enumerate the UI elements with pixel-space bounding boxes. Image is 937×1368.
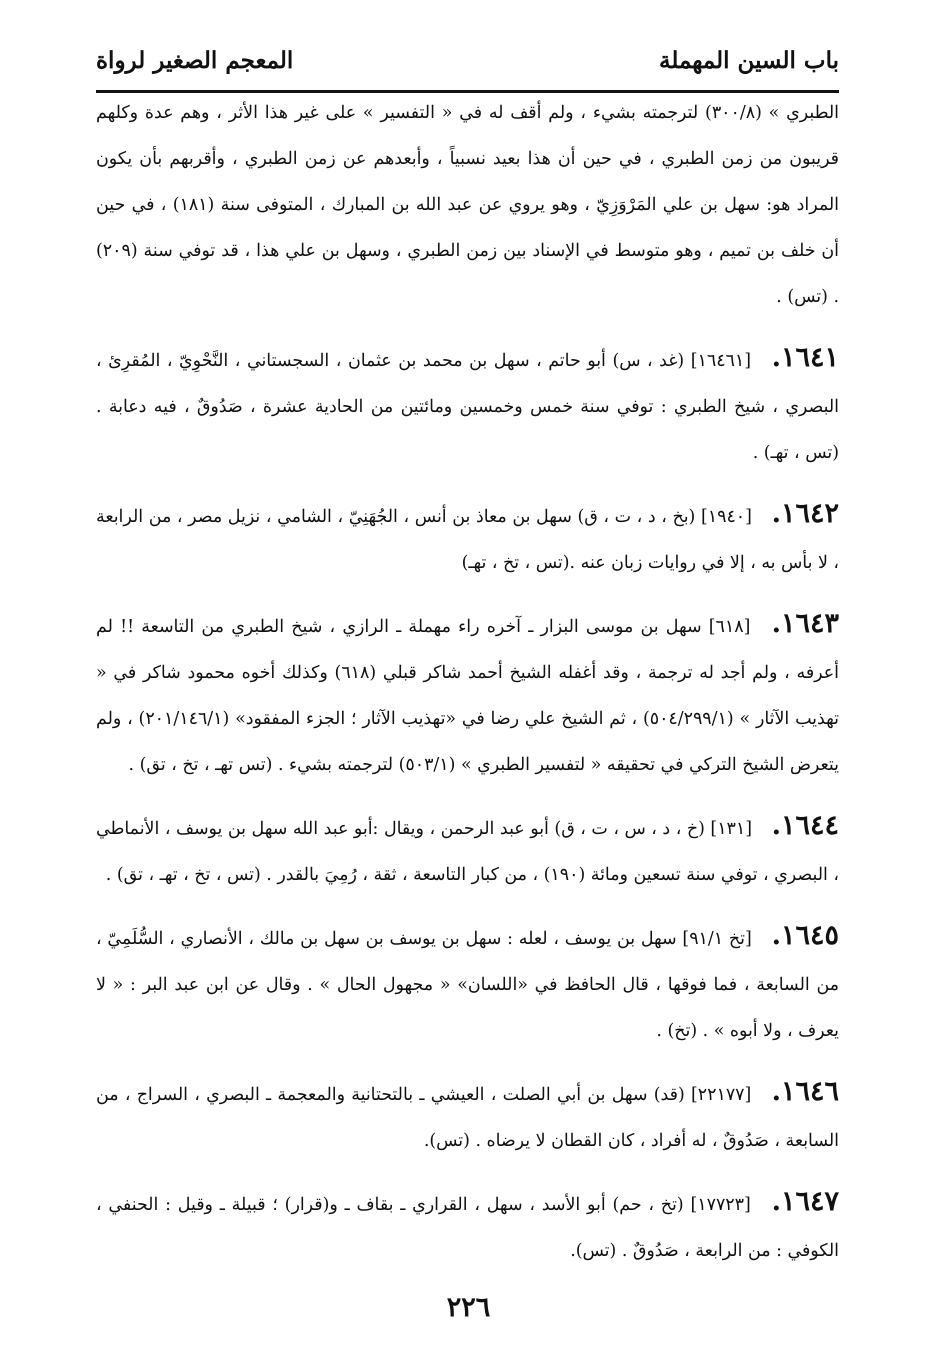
entry-number: ١٦٤٣.	[771, 608, 839, 639]
entry-1643	[96, 601, 839, 788]
entry-number: ١٦٤٢.	[771, 498, 839, 529]
page-body	[96, 90, 839, 1278]
book-title: المعجم الصغير لرواة	[96, 46, 294, 74]
entry-text: [٦١٨] سهل بن موسى البزار ـ آخره راء مهملة ـ الرازي ، شيخ الطبري من التاسعة !! لم أعرفه ، ولم أجد له ترجمة ، وقد أغفله الشيخ أحمد شاكر قبلي (٦١٨) وكذلك أخوه محمود شاكر في « تهذيب الآثار » (٥٠٤/٢٩٩/١) ، ثم الشيخ علي رضا في «تهذيب الآثار ؛ الجزء المفقود» (٢٠١/١٤٦/١) ، ولم يتعرض الشيخ التركي في تحقيقه « لتفسير الطبري » (٥٠٣/١) لترجمته بشيء . (تس تهـ ، تخ ، تق) .	[96, 617, 839, 775]
entry-text: [١٩٤٠] (بخ ، د ، ت ، ق) سهل بن معاذ بن أنس ، الجُهَنِيّ ، الشامي ، نزيل مصر ، من الرابعة ، لا بأس به ، إلا في روايات زبان عنه .(تس ، تخ ، تهـ)	[96, 507, 839, 573]
entry-1644	[96, 803, 839, 898]
entry-1647	[96, 1179, 839, 1274]
entry-text: [١٣١] (خ ، د ، س ، ت ، ق) أبو عبد الرحمن ، ويقال :أبو عبد الله سهل بن يوسف ، الأنماطي ، البصري ، توفي سنة تسعين ومائة (١٩٠) ، من كبار التاسعة ، ثقة ، رُمِيَ بالقدر . (تس ، تخ ، تهـ ، تق) .	[96, 819, 839, 885]
entry-text: [١٦٤٦١] (غد ، س) أبو حاتم ، سهل بن محمد بن عثمان ، السجستاني ، النَّحْوِيّ ، المُقرِئ ، البصري ، شيخ الطبري : توفي سنة خمس وخمسين ومائتين من الحادية عشرة ، صَدُوقٌ ، فيه دعابة . (تس ، تهـ) .	[96, 351, 839, 463]
entry-number: ١٦٤١.	[771, 342, 840, 373]
intro-paragraph: الطبري » (٣٠٠/٨) لترجمته بشيء ، ولم أقف له في « التفسير » على غير هذا الأثر ، وهم عدة وكلهم قريبون من زمن الطبري ، في حين أن هذا بعيد نسبياً ، وأبعدهم عن زمن الطبري ، وأقربهم بأن يكون المراد هو: سهل بن علي المَرْوَزِيّ ، وهو يروي عن عبد الله بن المبارك ، المتوفى سنة (١٨١) ، في حين أن خلف بن تميم ، وهو متوسط في الإسناد بين زمن الطبري ، وسهل بن علي هذا ، قد توفي سنة (٢٠٩) . (تس) .	[96, 103, 839, 307]
entry-number: ١٦٤٥.	[771, 920, 839, 951]
entry-text: [٢٢١٧٧] (قد) سهل بن أبي الصلت ، العيشي ـ بالتحتانية والمعجمة ـ البصري ، السراج ، من السابعة ، صَدُوقٌ ، له أفراد ، كان القطان لا يرضاه . (تس).	[96, 1085, 839, 1151]
entry-number: ١٦٤٧.	[771, 1186, 840, 1217]
entry-text: [تخ ٩١/١] سهل بن يوسف ، لعله : سهل بن يوسف بن سهل بن مالك ، الأنصاري ، السُّلَمِيّ ، من السابعة ، فما فوقها ، قال الحافظ في «اللسان» « مجهول الحال » . وقال عن ابن عبد البر : « لا يعرف ، ولا أبوه » . (تخ) .	[96, 929, 839, 1041]
entry-number: ١٦٤٦.	[771, 1076, 839, 1107]
page-number: ٢٢٦	[446, 1292, 491, 1323]
chapter-title: باب السين المهملة	[659, 46, 839, 74]
entry-1646	[96, 1069, 839, 1164]
entry-text: [١٧٧٢٣] (تخ ، حم) أبو الأسد ، سهل ، القراري ـ بقاف ـ و(قرار) ؛ قبيلة ـ وقيل : الحنفي ، الكوفي : من الرابعة ، صَدُوقٌ . (تس).	[96, 1195, 839, 1261]
running-header	[96, 30, 839, 90]
entry-number: ١٦٤٤.	[771, 810, 839, 841]
entry-1641	[96, 335, 839, 476]
entry-1642	[96, 491, 839, 586]
entry-1645	[96, 913, 839, 1054]
